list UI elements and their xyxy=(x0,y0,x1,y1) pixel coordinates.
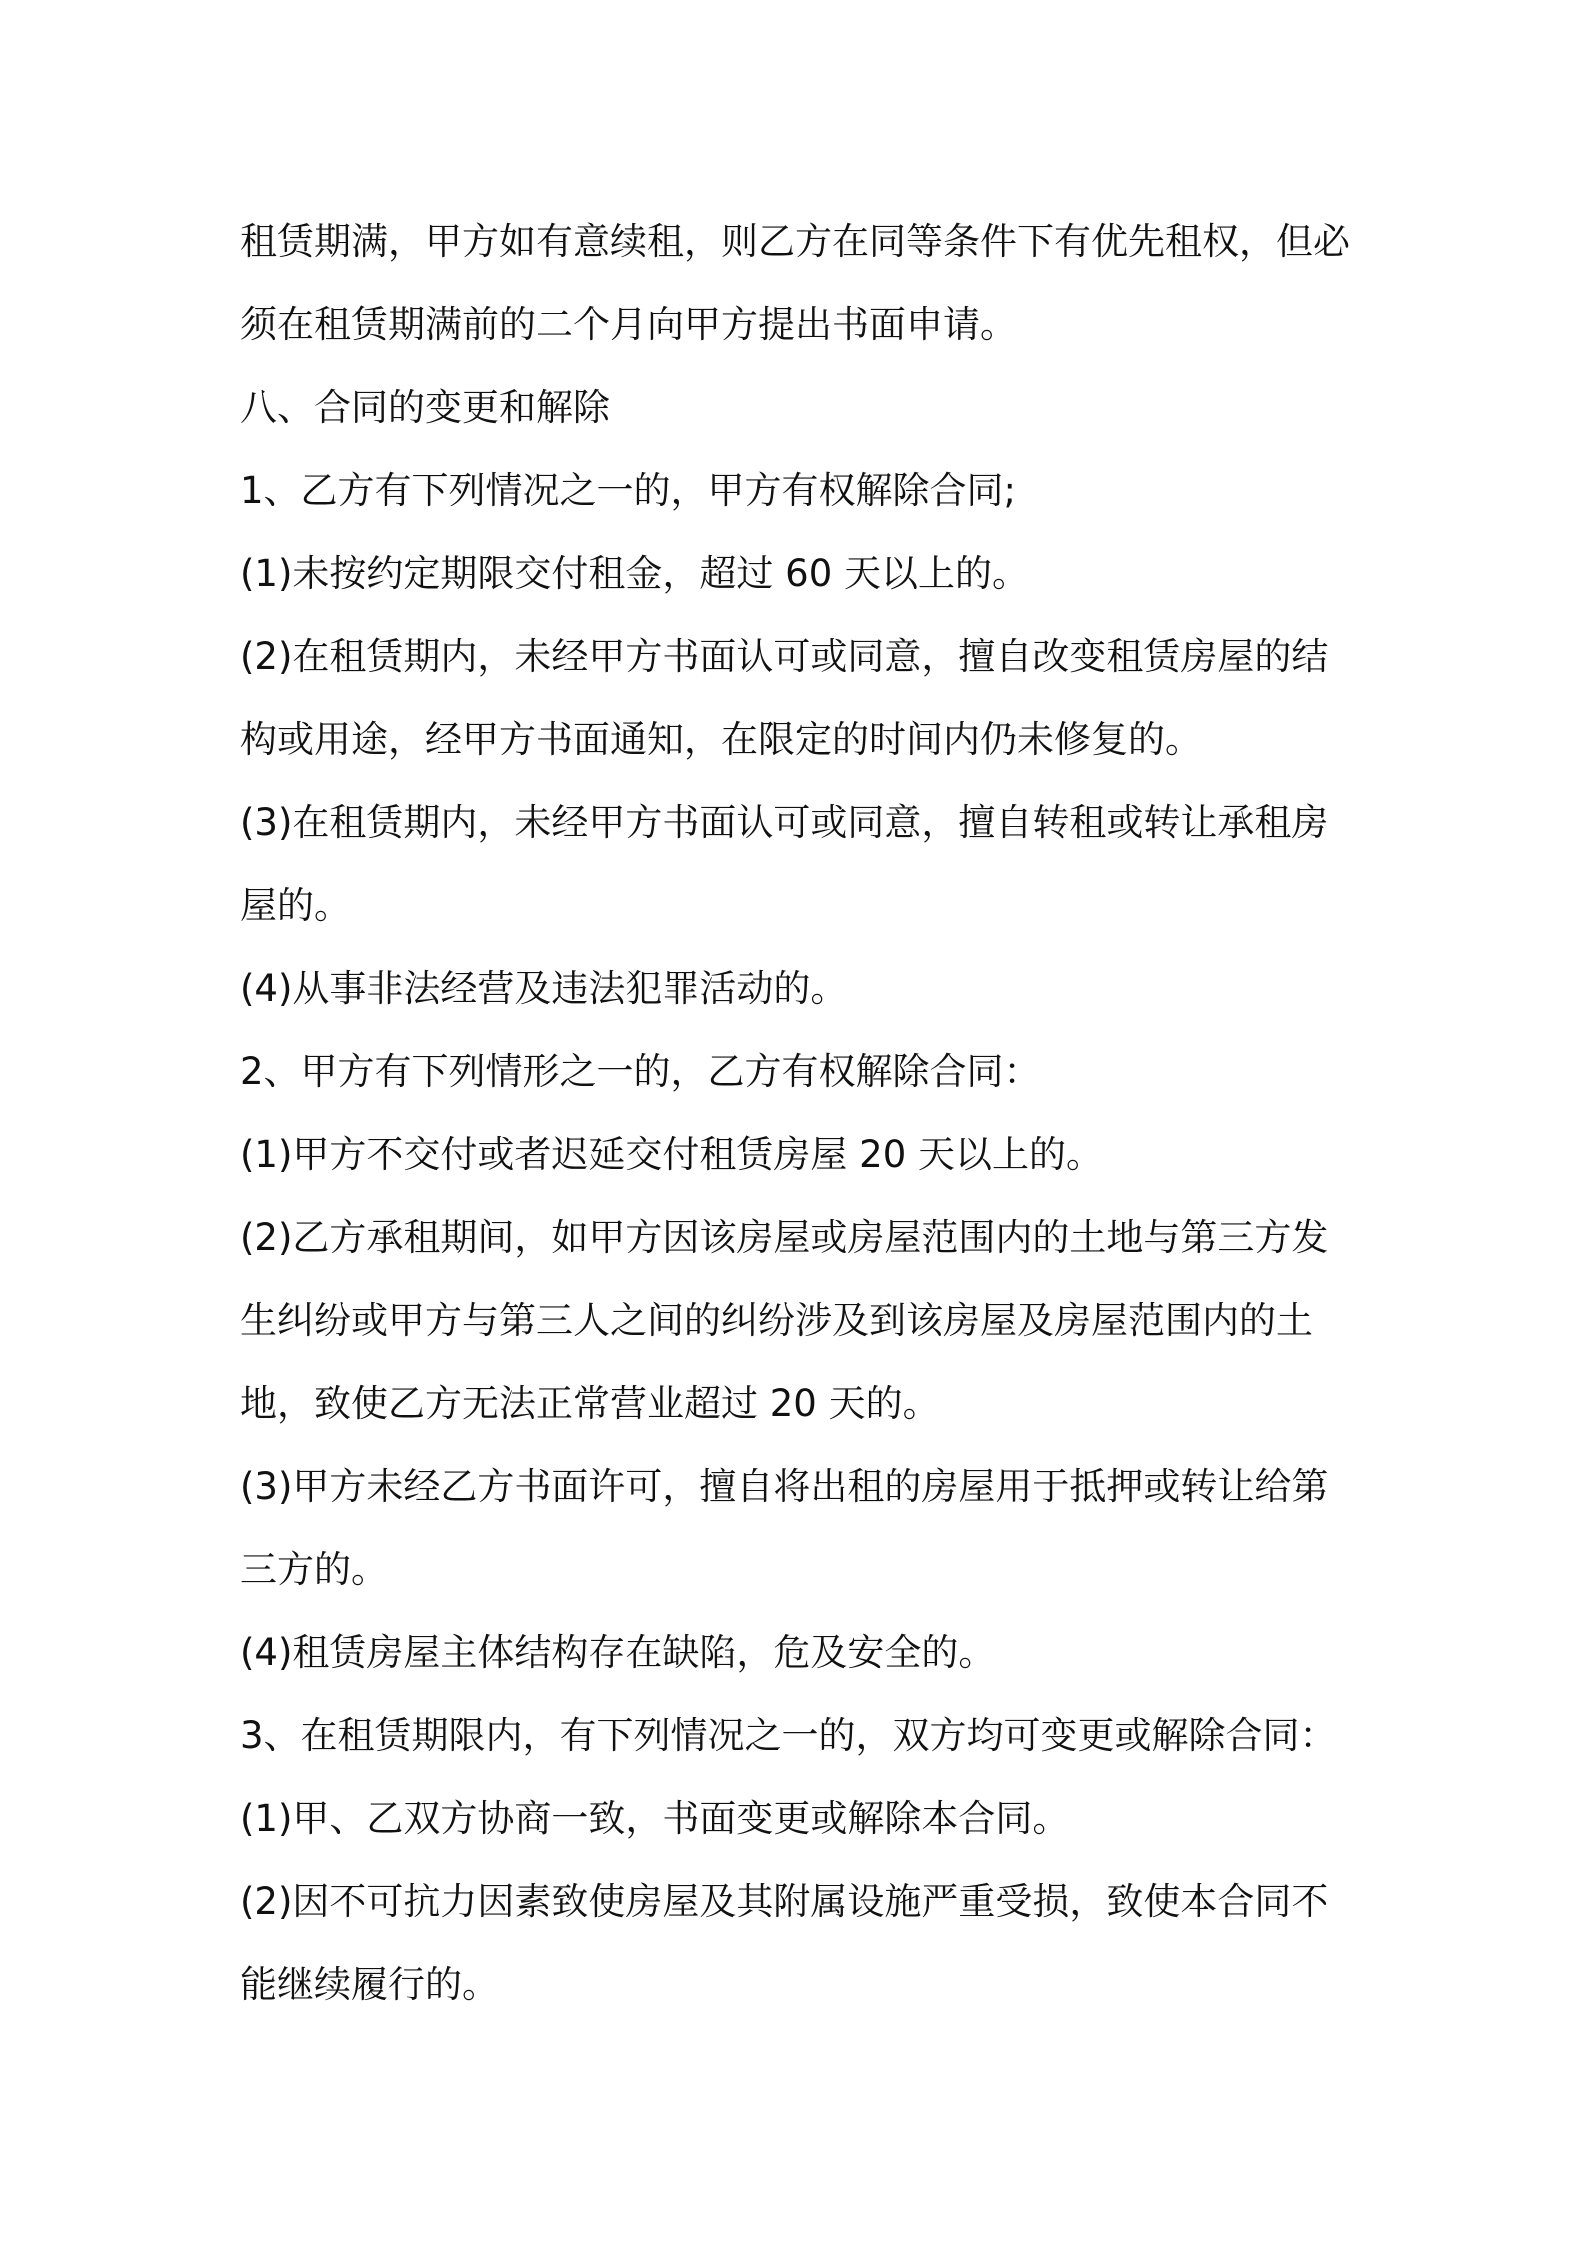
text-line: (3)甲方未经乙方书面许可，擅自将出租的房屋用于抵押或转让给第 xyxy=(240,1465,1329,1508)
text-line: (1)甲方不交付或者迟延交付租赁房屋 20 天以上的。 xyxy=(240,1133,1104,1176)
section-heading: 八、合同的变更和解除 xyxy=(240,386,610,429)
text-line: (1)甲、乙双方协商一致，书面变更或解除本合同。 xyxy=(240,1797,1070,1840)
text-line: 能继续履行的。 xyxy=(240,1963,499,2006)
text-line: (3)在租赁期内，未经甲方书面认可或同意，擅自转租或转让承租房 xyxy=(240,801,1329,844)
text-line: (2)因不可抗力因素致使房屋及其附属设施严重受损，致使本合同不 xyxy=(240,1880,1329,1923)
text-line: 屋的。 xyxy=(240,884,351,927)
text-line: (1)未按约定期限交付租金，超过 60 天以上的。 xyxy=(240,552,1030,595)
text-line: (4)租赁房屋主体结构存在缺陷，危及安全的。 xyxy=(240,1631,996,1674)
text-line: 三方的。 xyxy=(240,1548,388,1591)
text-line: 2、甲方有下列情形之一的，乙方有权解除合同： xyxy=(240,1050,1041,1093)
text-line: 地，致使乙方无法正常营业超过 20 天的。 xyxy=(240,1382,940,1425)
document-body xyxy=(240,200,1350,2026)
text-line: 3、在租赁期限内，有下列情况之一的，双方均可变更或解除合同： xyxy=(240,1714,1337,1757)
text-line: 须在租赁期满前的二个月向甲方提出书面申请。 xyxy=(240,303,1017,346)
text-line: 租赁期满，甲方如有意续租，则乙方在同等条件下有优先租权，但必 xyxy=(240,220,1350,263)
text-line: 1、乙方有下列情况之一的，甲方有权解除合同; xyxy=(240,469,1017,512)
text-line: (2)在租赁期内，未经甲方书面认可或同意，擅自改变租赁房屋的结 xyxy=(240,635,1329,678)
text-line: (2)乙方承租期间，如甲方因该房屋或房屋范围内的土地与第三方发 xyxy=(240,1216,1329,1259)
text-line: (4)从事非法经营及违法犯罪活动的。 xyxy=(240,967,848,1010)
text-line: 构或用途，经甲方书面通知，在限定的时间内仍未修复的。 xyxy=(240,718,1202,761)
text-line: 生纠纷或甲方与第三人之间的纠纷涉及到该房屋及房屋范围内的土 xyxy=(240,1299,1313,1342)
